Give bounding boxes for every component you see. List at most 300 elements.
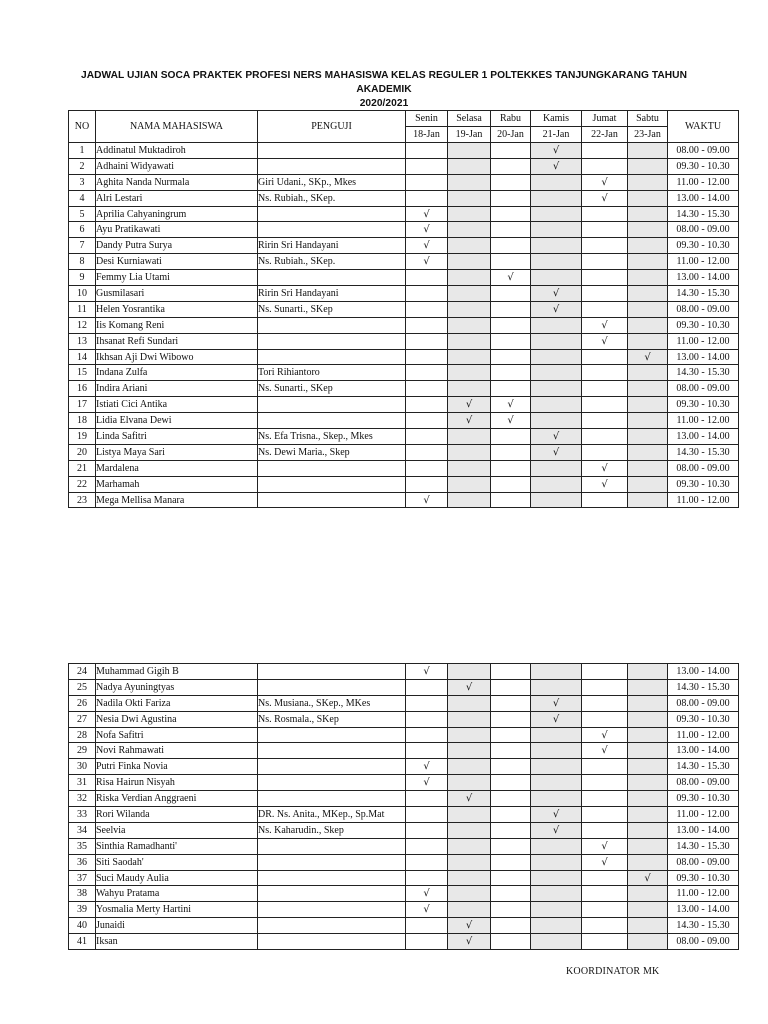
exam-time: 08.00 - 09.00 [668, 222, 739, 238]
exam-time: 08.00 - 09.00 [668, 695, 739, 711]
day-cell-jumat [582, 143, 628, 159]
exam-time: 11.00 - 12.00 [668, 174, 739, 190]
day-cell-rabu [491, 333, 531, 349]
check-mark-icon: √ [601, 840, 608, 852]
day-cell-selasa [448, 206, 491, 222]
day-cell-selasa [448, 775, 491, 791]
exam-time: 14.30 - 15.30 [668, 444, 739, 460]
day-cell-senin [406, 206, 448, 222]
table-row [69, 190, 739, 206]
row-number: 37 [69, 870, 96, 886]
header-nama-mahasiswa: NAMA MAHASISWA [96, 111, 258, 143]
day-cell-sabtu [628, 365, 668, 381]
row-number: 13 [69, 333, 96, 349]
day-cell-selasa [448, 317, 491, 333]
day-cell-senin [406, 886, 448, 902]
table-row [69, 759, 739, 775]
day-cell-senin [406, 775, 448, 791]
exam-time: 08.00 - 09.00 [668, 381, 739, 397]
day-cell-senin [406, 317, 448, 333]
day-cell-kamis [531, 317, 582, 333]
examiner-name [258, 349, 406, 365]
day-cell-rabu [491, 791, 531, 807]
day-cell-rabu [491, 476, 531, 492]
exam-time: 13.00 - 14.00 [668, 822, 739, 838]
row-number: 14 [69, 349, 96, 365]
row-number: 40 [69, 918, 96, 934]
day-cell-jumat [582, 190, 628, 206]
exam-time: 11.00 - 12.00 [668, 254, 739, 270]
day-cell-sabtu [628, 664, 668, 680]
day-cell-selasa [448, 174, 491, 190]
day-cell-sabtu [628, 886, 668, 902]
day-cell-kamis [531, 206, 582, 222]
day-cell-rabu [491, 934, 531, 950]
check-mark-icon: √ [644, 351, 651, 363]
day-cell-rabu [491, 381, 531, 397]
student-name: Desi Kurniawati [96, 254, 258, 270]
day-cell-sabtu [628, 492, 668, 508]
examiner-name [258, 492, 406, 508]
row-number: 30 [69, 759, 96, 775]
day-cell-jumat [582, 902, 628, 918]
student-name: Istiati Cici Antika [96, 397, 258, 413]
day-cell-rabu [491, 349, 531, 365]
table-row [69, 333, 739, 349]
day-cell-senin [406, 254, 448, 270]
day-cell-kamis [531, 413, 582, 429]
header-no: NO [69, 111, 96, 143]
day-cell-kamis [531, 807, 582, 823]
table-row [69, 918, 739, 934]
examiner-name: Tori Rihiantoro [258, 365, 406, 381]
examiner-name [258, 791, 406, 807]
row-number: 9 [69, 270, 96, 286]
schedule-table-part-1 [68, 110, 739, 508]
check-mark-icon: √ [423, 888, 430, 900]
day-cell-jumat [582, 413, 628, 429]
day-cell-selasa [448, 838, 491, 854]
examiner-name: Ns. Sunarti., SKep [258, 381, 406, 397]
day-cell-rabu [491, 286, 531, 302]
exam-time: 11.00 - 12.00 [668, 413, 739, 429]
check-mark-icon: √ [552, 713, 560, 725]
day-cell-jumat [582, 870, 628, 886]
row-number: 35 [69, 838, 96, 854]
exam-time: 13.00 - 14.00 [668, 270, 739, 286]
day-cell-senin [406, 413, 448, 429]
student-name: Ihsanat Refi Sundari [96, 333, 258, 349]
day-cell-sabtu [628, 381, 668, 397]
examiner-name [258, 476, 406, 492]
examiner-name [258, 664, 406, 680]
examiner-name [258, 413, 406, 429]
day-cell-jumat [582, 822, 628, 838]
day-cell-jumat [582, 727, 628, 743]
day-cell-selasa [448, 365, 491, 381]
day-cell-senin [406, 695, 448, 711]
examiner-name [258, 679, 406, 695]
day-cell-selasa [448, 870, 491, 886]
day-cell-sabtu [628, 743, 668, 759]
day-cell-sabtu [628, 460, 668, 476]
exam-time: 13.00 - 14.00 [668, 664, 739, 680]
row-number: 23 [69, 492, 96, 508]
day-cell-selasa [448, 270, 491, 286]
table-row [69, 727, 739, 743]
day-cell-rabu [491, 413, 531, 429]
day-cell-kamis [531, 695, 582, 711]
table-row [69, 301, 739, 317]
day-cell-jumat [582, 444, 628, 460]
day-cell-senin [406, 286, 448, 302]
student-name: Yosmalia Merty Hartini [96, 902, 258, 918]
examiner-name [258, 397, 406, 413]
check-mark-icon: √ [601, 319, 608, 331]
student-name: Indira Ariani [96, 381, 258, 397]
day-cell-jumat [582, 349, 628, 365]
day-cell-senin [406, 492, 448, 508]
exam-time: 14.30 - 15.30 [668, 838, 739, 854]
day-cell-senin [406, 429, 448, 445]
table-row [69, 444, 739, 460]
day-cell-selasa [448, 711, 491, 727]
exam-time: 08.00 - 09.00 [668, 143, 739, 159]
student-name: Aghita Nanda Nurmala [96, 174, 258, 190]
day-cell-sabtu [628, 822, 668, 838]
table-row [69, 807, 739, 823]
table-row [69, 238, 739, 254]
day-cell-rabu [491, 743, 531, 759]
row-number: 28 [69, 727, 96, 743]
day-cell-senin [406, 759, 448, 775]
day-cell-jumat [582, 301, 628, 317]
exam-time: 09.30 - 10.30 [668, 158, 739, 174]
header-date-19-jan: 19-Jan [448, 127, 491, 143]
day-cell-kamis [531, 444, 582, 460]
row-number: 39 [69, 902, 96, 918]
day-cell-senin [406, 807, 448, 823]
check-mark-icon: √ [601, 462, 608, 474]
day-cell-sabtu [628, 854, 668, 870]
exam-time: 08.00 - 09.00 [668, 934, 739, 950]
check-mark-icon: √ [601, 335, 608, 347]
day-cell-selasa [448, 222, 491, 238]
day-cell-kamis [531, 286, 582, 302]
exam-time: 14.30 - 15.30 [668, 759, 739, 775]
table-row [69, 143, 739, 159]
day-cell-sabtu [628, 190, 668, 206]
day-cell-rabu [491, 679, 531, 695]
check-mark-icon: √ [423, 240, 430, 252]
day-cell-jumat [582, 743, 628, 759]
day-cell-kamis [531, 333, 582, 349]
table-row [69, 317, 739, 333]
day-cell-rabu [491, 822, 531, 838]
student-name: Nadila Okti Fariza [96, 695, 258, 711]
day-cell-rabu [491, 174, 531, 190]
day-cell-senin [406, 476, 448, 492]
day-cell-rabu [491, 711, 531, 727]
check-mark-icon: √ [507, 272, 514, 284]
student-name: Seelvia [96, 822, 258, 838]
table-row [69, 254, 739, 270]
row-number: 11 [69, 301, 96, 317]
day-cell-senin [406, 870, 448, 886]
day-cell-kamis [531, 476, 582, 492]
examiner-name: Giri Udani., SKp., Mkes [258, 174, 406, 190]
table-row [69, 664, 739, 680]
row-number: 10 [69, 286, 96, 302]
day-cell-selasa [448, 918, 491, 934]
exam-time: 09.30 - 10.30 [668, 870, 739, 886]
header-date-20-jan: 20-Jan [491, 127, 531, 143]
table-row [69, 222, 739, 238]
row-number: 25 [69, 679, 96, 695]
day-cell-senin [406, 238, 448, 254]
day-cell-selasa [448, 301, 491, 317]
day-cell-sabtu [628, 727, 668, 743]
day-cell-sabtu [628, 695, 668, 711]
student-name: Gusmilasari [96, 286, 258, 302]
day-cell-sabtu [628, 143, 668, 159]
day-cell-senin [406, 222, 448, 238]
exam-time: 13.00 - 14.00 [668, 349, 739, 365]
student-name: Iksan [96, 934, 258, 950]
day-cell-selasa [448, 286, 491, 302]
day-cell-jumat [582, 759, 628, 775]
student-name: Listya Maya Sari [96, 444, 258, 460]
row-number: 19 [69, 429, 96, 445]
day-cell-senin [406, 664, 448, 680]
table-row [69, 206, 739, 222]
day-cell-kamis [531, 727, 582, 743]
header-date-23-jan: 23-Jan [628, 127, 668, 143]
header-day-selasa: Selasa [448, 111, 491, 127]
exam-time: 09.30 - 10.30 [668, 476, 739, 492]
exam-time: 11.00 - 12.00 [668, 886, 739, 902]
day-cell-kamis [531, 238, 582, 254]
day-cell-kamis [531, 838, 582, 854]
table-row [69, 934, 739, 950]
day-cell-senin [406, 743, 448, 759]
day-cell-sabtu [628, 444, 668, 460]
exam-time: 08.00 - 09.00 [668, 301, 739, 317]
table-row [69, 429, 739, 445]
day-cell-kamis [531, 143, 582, 159]
day-cell-kamis [531, 381, 582, 397]
day-cell-senin [406, 902, 448, 918]
check-mark-icon: √ [552, 160, 560, 172]
day-cell-kamis [531, 429, 582, 445]
check-mark-icon: √ [423, 224, 430, 236]
day-cell-jumat [582, 238, 628, 254]
day-cell-jumat [582, 381, 628, 397]
day-cell-selasa [448, 238, 491, 254]
student-name: Muhammad Gigih B [96, 664, 258, 680]
day-cell-kamis [531, 934, 582, 950]
check-mark-icon: √ [465, 681, 473, 693]
day-cell-selasa [448, 759, 491, 775]
table-row [69, 775, 739, 791]
day-cell-rabu [491, 190, 531, 206]
day-cell-rabu [491, 870, 531, 886]
day-cell-kamis [531, 222, 582, 238]
day-cell-jumat [582, 174, 628, 190]
table-row [69, 791, 739, 807]
table-row [69, 838, 739, 854]
day-cell-selasa [448, 143, 491, 159]
day-cell-sabtu [628, 679, 668, 695]
header-day-sabtu: Sabtu [628, 111, 668, 127]
row-number: 17 [69, 397, 96, 413]
day-cell-rabu [491, 429, 531, 445]
check-mark-icon: √ [423, 761, 430, 773]
day-cell-rabu [491, 460, 531, 476]
check-mark-icon: √ [644, 872, 651, 884]
check-mark-icon: √ [507, 399, 514, 411]
day-cell-selasa [448, 934, 491, 950]
row-number: 3 [69, 174, 96, 190]
day-cell-rabu [491, 254, 531, 270]
day-cell-senin [406, 158, 448, 174]
exam-time: 14.30 - 15.30 [668, 365, 739, 381]
check-mark-icon: √ [465, 399, 473, 411]
table-row [69, 270, 739, 286]
day-cell-kamis [531, 174, 582, 190]
examiner-name: Ns. Efa Trisna., Skep., Mkes [258, 429, 406, 445]
student-name: Nadya Ayuningtyas [96, 679, 258, 695]
row-number: 15 [69, 365, 96, 381]
examiner-name: Ririn Sri Handayani [258, 286, 406, 302]
day-cell-senin [406, 822, 448, 838]
check-mark-icon: √ [465, 793, 473, 805]
day-cell-senin [406, 854, 448, 870]
day-cell-senin [406, 460, 448, 476]
row-number: 21 [69, 460, 96, 476]
check-mark-icon: √ [552, 430, 560, 442]
check-mark-icon: √ [423, 665, 430, 677]
row-number: 31 [69, 775, 96, 791]
day-cell-selasa [448, 492, 491, 508]
day-cell-jumat [582, 254, 628, 270]
exam-time: 13.00 - 14.00 [668, 429, 739, 445]
exam-time: 08.00 - 09.00 [668, 854, 739, 870]
examiner-name [258, 886, 406, 902]
day-cell-rabu [491, 238, 531, 254]
row-number: 32 [69, 791, 96, 807]
day-cell-selasa [448, 886, 491, 902]
day-cell-sabtu [628, 254, 668, 270]
day-cell-jumat [582, 158, 628, 174]
exam-time: 08.00 - 09.00 [668, 460, 739, 476]
day-cell-kamis [531, 854, 582, 870]
row-number: 12 [69, 317, 96, 333]
day-cell-sabtu [628, 934, 668, 950]
day-cell-selasa [448, 429, 491, 445]
day-cell-sabtu [628, 429, 668, 445]
examiner-name [258, 158, 406, 174]
day-cell-sabtu [628, 775, 668, 791]
day-cell-selasa [448, 695, 491, 711]
day-cell-kamis [531, 822, 582, 838]
check-mark-icon: √ [423, 777, 430, 789]
row-number: 27 [69, 711, 96, 727]
day-cell-senin [406, 190, 448, 206]
row-number: 18 [69, 413, 96, 429]
day-cell-jumat [582, 838, 628, 854]
day-cell-jumat [582, 222, 628, 238]
day-cell-senin [406, 934, 448, 950]
day-cell-kamis [531, 492, 582, 508]
day-cell-sabtu [628, 759, 668, 775]
examiner-name: Ririn Sri Handayani [258, 238, 406, 254]
table-row [69, 158, 739, 174]
examiner-name [258, 838, 406, 854]
day-cell-selasa [448, 807, 491, 823]
day-cell-sabtu [628, 902, 668, 918]
day-cell-sabtu [628, 158, 668, 174]
day-cell-jumat [582, 286, 628, 302]
day-cell-senin [406, 301, 448, 317]
student-name: Mega Mellisa Manara [96, 492, 258, 508]
examiner-name [258, 759, 406, 775]
day-cell-rabu [491, 270, 531, 286]
check-mark-icon: √ [601, 745, 608, 757]
day-cell-selasa [448, 444, 491, 460]
day-cell-selasa [448, 460, 491, 476]
table-row [69, 381, 739, 397]
day-cell-jumat [582, 270, 628, 286]
row-number: 24 [69, 664, 96, 680]
student-name: Alri Lestari [96, 190, 258, 206]
examiner-name: Ns. Musiana., SKep., MKes [258, 695, 406, 711]
day-cell-sabtu [628, 838, 668, 854]
day-cell-selasa [448, 333, 491, 349]
row-number: 4 [69, 190, 96, 206]
examiner-name [258, 902, 406, 918]
day-cell-kamis [531, 158, 582, 174]
day-cell-senin [406, 444, 448, 460]
table-row [69, 695, 739, 711]
examiner-name [258, 934, 406, 950]
day-cell-senin [406, 918, 448, 934]
student-name: Dandy Putra Surya [96, 238, 258, 254]
row-number: 6 [69, 222, 96, 238]
day-cell-rabu [491, 759, 531, 775]
student-name: Nesia Dwi Agustina [96, 711, 258, 727]
exam-time: 13.00 - 14.00 [668, 902, 739, 918]
student-name: Adhaini Widyawati [96, 158, 258, 174]
day-cell-senin [406, 143, 448, 159]
table-row [69, 870, 739, 886]
check-mark-icon: √ [423, 904, 430, 916]
day-cell-selasa [448, 254, 491, 270]
day-cell-sabtu [628, 476, 668, 492]
header-day-kamis: Kamis [531, 111, 582, 127]
examiner-name [258, 222, 406, 238]
day-cell-jumat [582, 791, 628, 807]
day-cell-kamis [531, 791, 582, 807]
day-cell-rabu [491, 365, 531, 381]
day-cell-selasa [448, 349, 491, 365]
examiner-name: Ns. Kaharudin., Skep [258, 822, 406, 838]
student-name: Aprilia Cahyaningrum [96, 206, 258, 222]
check-mark-icon: √ [601, 856, 608, 868]
day-cell-senin [406, 838, 448, 854]
check-mark-icon: √ [465, 920, 473, 932]
student-name: Suci Maudy Aulia [96, 870, 258, 886]
